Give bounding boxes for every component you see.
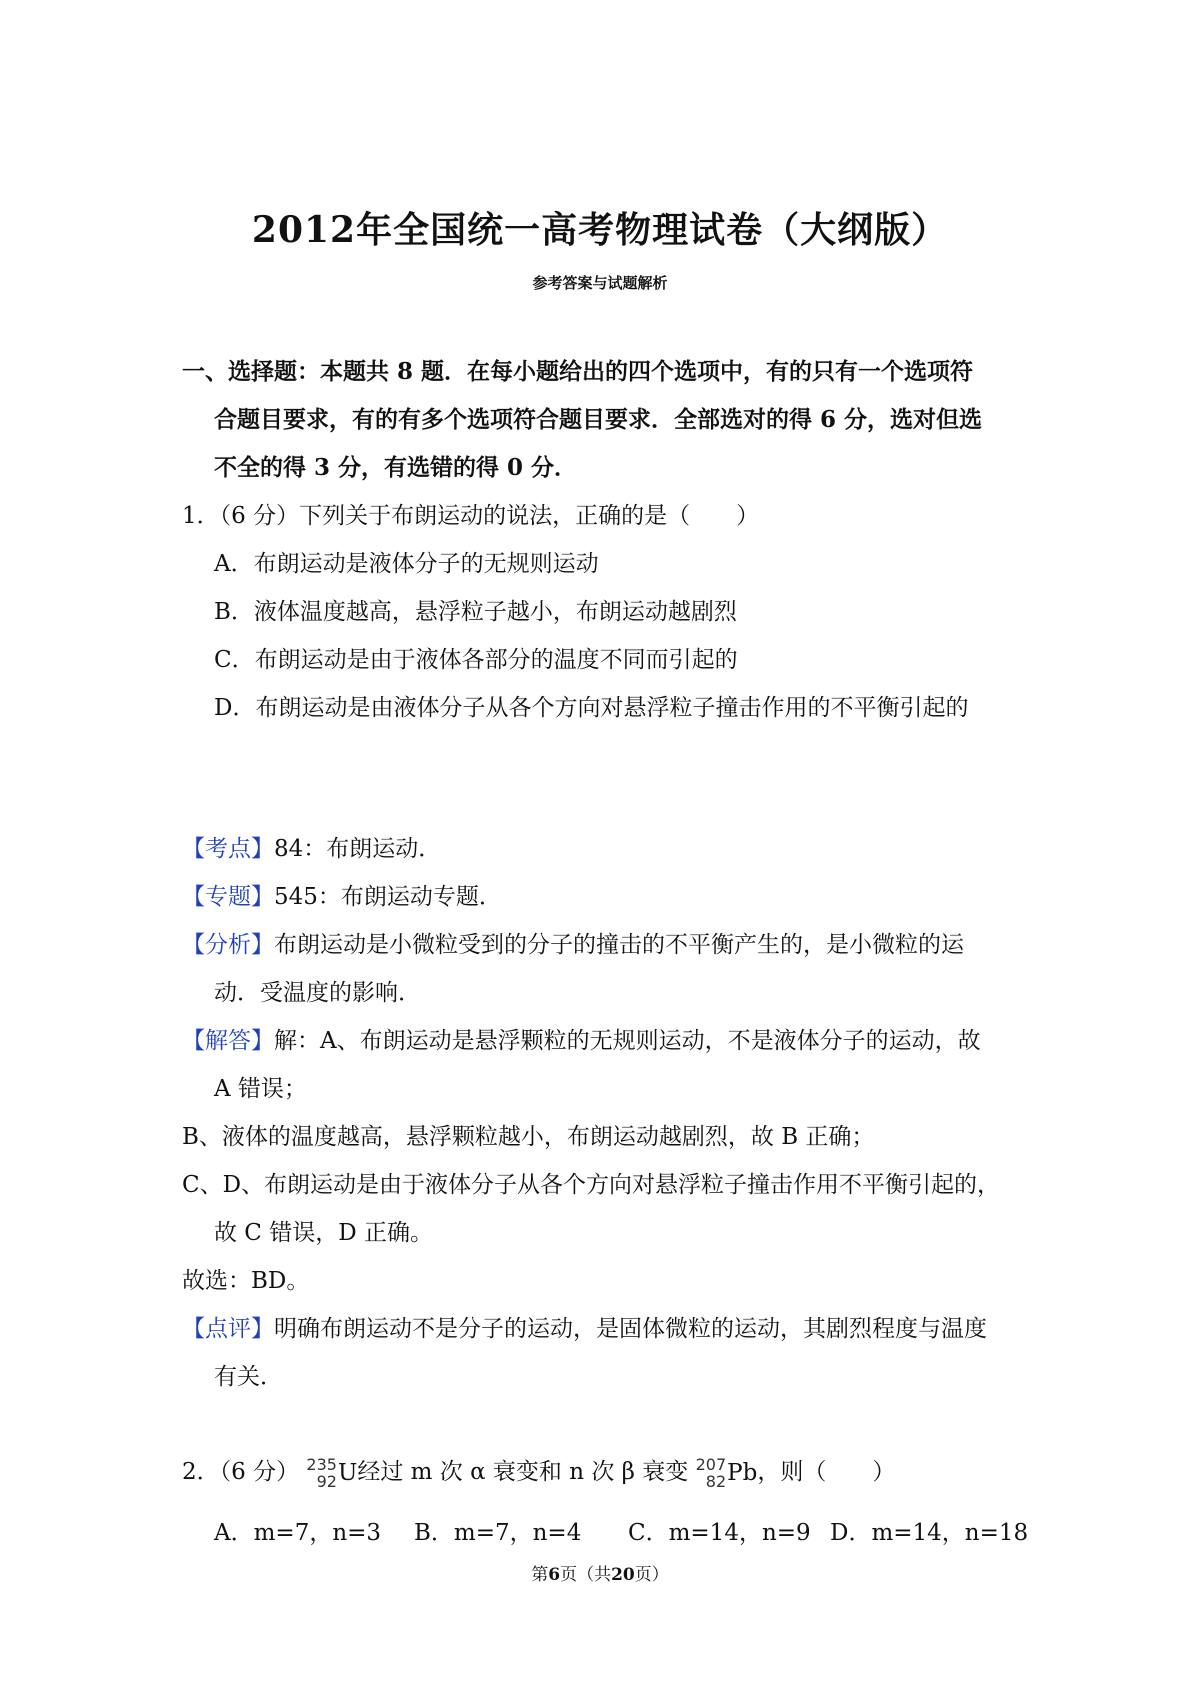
question-1-option-c: C．布朗运动是由于液体各部分的温度不同而引起的 [214, 647, 738, 673]
lead-indices [696, 1456, 727, 1490]
uranium-atomic-number: 92 [316, 1472, 337, 1491]
zhuanti-text: 545：布朗运动专题． [274, 884, 502, 910]
lead-atomic-number: 82 [705, 1472, 727, 1491]
dianping-line-2: 有关． [214, 1364, 283, 1390]
question-2-stem [182, 1456, 895, 1490]
dianping-line-1 [182, 1314, 987, 1344]
footer-post: 页） [634, 1565, 669, 1585]
jieda-tag: 【解答】 [182, 1028, 274, 1054]
lead-mass-number: 207 [695, 1455, 727, 1474]
question-2-suffix: ，则（ ） [757, 1459, 896, 1485]
jieda-text-1: 解：A、布朗运动是悬浮颗粒的无规则运动，不是液体分子的运动，故 [274, 1028, 981, 1054]
jieda-line-5: 故 C 错误，D 正确。 [214, 1220, 433, 1246]
question-2-option-c: C．m=14，n=9 [628, 1520, 811, 1546]
fenxi-text-1: 布朗运动是小微粒受到的分子的撞击的不平衡产生的，是小微粒的运 [274, 932, 964, 958]
uranium-indices [306, 1456, 337, 1490]
question-2-option-d: D．m=14，n=18 [830, 1520, 1029, 1546]
guxuan-line: 故选：BD。 [182, 1268, 310, 1294]
question-2-middle: 经过 m 次 α 衰变和 n 次 β 衰变 [357, 1459, 689, 1485]
question-1-option-d: D．布朗运动是由液体分子从各个方向对悬浮粒子撞击作用的不平衡引起的 [214, 695, 969, 721]
question-1-stem: 1．（6 分）下列关于布朗运动的说法，正确的是（ ） [182, 503, 760, 529]
section-heading-line-3: 不全的得 3 分，有选错的得 0 分． [214, 454, 578, 481]
uranium-mass-number: 235 [306, 1455, 337, 1474]
section-heading-line-1: 一、选择题：本题共 8 题．在每小题给出的四个选项中，有的只有一个选项符 [182, 358, 974, 385]
lead-symbol: Pb [727, 1460, 758, 1486]
page-footer [0, 1560, 1200, 1585]
footer-pre: 第 [531, 1565, 549, 1585]
page-subtitle: 参考答案与试题解析 [532, 274, 668, 292]
footer-total-pages: 20 [611, 1565, 635, 1585]
kaodian-line [182, 834, 441, 864]
dianping-text-1: 明确布朗运动不是分子的运动，是固体微粒的运动，其剧烈程度与温度 [274, 1316, 987, 1342]
question-2-option-a: A．m=7，n=3 [214, 1520, 382, 1546]
uranium-symbol: U [337, 1460, 358, 1486]
zhuanti-tag: 【专题】 [182, 884, 274, 910]
page-title: 2012年全国统一高考物理试卷（大纲版） [251, 209, 949, 251]
question-2-prefix: 2．（6 分） [182, 1459, 300, 1485]
kaodian-tag: 【考点】 [182, 836, 274, 862]
zhuanti-line [182, 882, 502, 912]
kaodian-text: 84：布朗运动． [274, 836, 442, 862]
question-1-option-a: A．布朗运动是液体分子的无规则运动 [214, 551, 599, 577]
question-2-option-b: B．m=7，n=4 [414, 1520, 582, 1546]
jieda-line-2: A 错误； [214, 1076, 307, 1102]
footer-page-number: 6 [548, 1565, 561, 1585]
jieda-line-4: C、D、布朗运动是由于液体分子从各个方向对悬浮粒子撞击作用不平衡引起的， [182, 1172, 1001, 1198]
jieda-line-1 [182, 1026, 981, 1056]
uranium-nuclide [306, 1456, 357, 1490]
dianping-tag: 【点评】 [182, 1316, 274, 1342]
fenxi-tag: 【分析】 [182, 932, 274, 958]
question-1-option-b: B．液体温度越高，悬浮粒子越小，布朗运动越剧烈 [214, 599, 737, 625]
section-heading-line-2: 合题目要求，有的有多个选项符合题目要求．全部选对的得 6 分，选对但选 [214, 406, 983, 433]
footer-mid: 页（共 [560, 1565, 612, 1585]
fenxi-line-2: 动．受温度的影响． [214, 980, 421, 1006]
lead-nuclide [696, 1456, 758, 1490]
jieda-line-3: B、液体的温度越高，悬浮颗粒越小，布朗运动越剧烈，故 B 正确； [182, 1124, 875, 1150]
fenxi-line-1 [182, 930, 964, 960]
